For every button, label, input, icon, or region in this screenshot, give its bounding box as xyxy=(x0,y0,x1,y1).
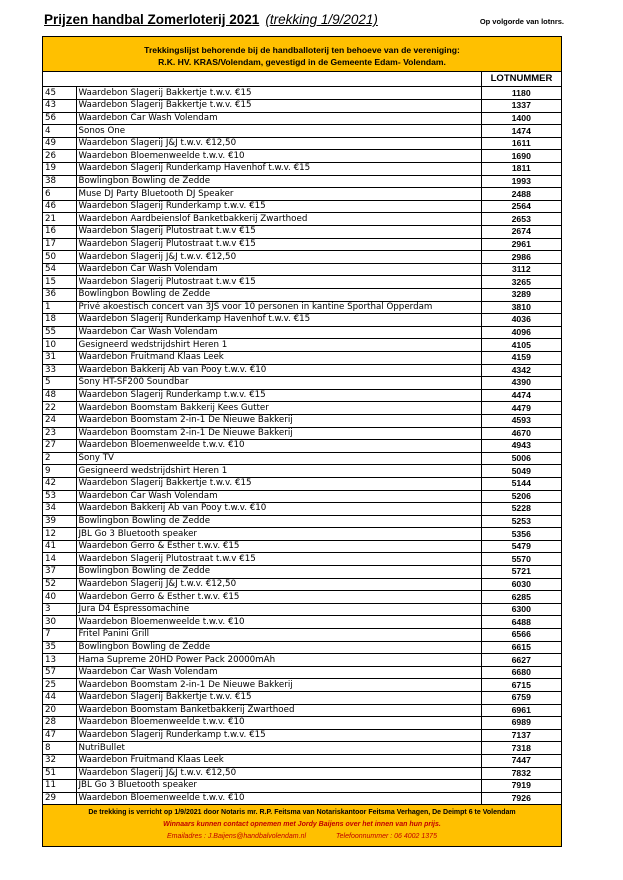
prize-description: Gesigneerd wedstrijdshirt Heren 1 xyxy=(76,465,481,478)
lot-number: 1400 xyxy=(481,112,561,125)
table-row xyxy=(43,477,561,490)
lot-number: 4943 xyxy=(481,440,561,453)
table-row xyxy=(43,326,561,339)
table-row xyxy=(43,163,561,176)
lot-number: 6030 xyxy=(481,578,561,591)
prize-description: Waardebon Aardbeienslof Banketbakkerij Zwarthoed xyxy=(76,213,481,226)
lot-number: 4096 xyxy=(481,326,561,339)
table-row xyxy=(43,213,561,226)
prize-description: Muse DJ Party Bluetooth DJ Speaker xyxy=(76,188,481,201)
prize-number: 24 xyxy=(43,414,76,427)
page-title xyxy=(44,12,378,27)
lot-number: 4036 xyxy=(481,314,561,327)
lot-number: 5049 xyxy=(481,465,561,478)
lot-number: 7919 xyxy=(481,780,561,793)
lot-number: 6566 xyxy=(481,629,561,642)
prize-description: Hama Supreme 20HD Power Pack 20000mAh xyxy=(76,654,481,667)
table-row xyxy=(43,767,561,780)
prize-description: Waardebon Bloemenweelde t.w.v. €10 xyxy=(76,717,481,730)
lot-number: 4593 xyxy=(481,414,561,427)
association-banner xyxy=(43,37,561,72)
table-row xyxy=(43,188,561,201)
prize-number: 41 xyxy=(43,540,76,553)
table-row xyxy=(43,314,561,327)
prize-description: JBL Go 3 Bluetooth speaker xyxy=(76,528,481,541)
lot-number: 1690 xyxy=(481,150,561,163)
prize-description: Waardebon Slagerij Plutostraat t.w.v €15 xyxy=(76,238,481,251)
lot-number: 5006 xyxy=(481,452,561,465)
table-row xyxy=(43,465,561,478)
prize-table xyxy=(43,87,561,805)
prize-number: 51 xyxy=(43,767,76,780)
prize-description: Waardebon Slagerij J&J t.w.v. €12,50 xyxy=(76,251,481,264)
prize-description: Waardebon Gerro & Esther t.w.v. €15 xyxy=(76,591,481,604)
prize-description: Waardebon Boomstam 2-in-1 De Nieuwe Bakkerij xyxy=(76,414,481,427)
table-row xyxy=(43,515,561,528)
lot-number: 4479 xyxy=(481,402,561,415)
column-header-spacer xyxy=(43,72,481,86)
prize-description: Waardebon Gerro & Esther t.w.v. €15 xyxy=(76,540,481,553)
lot-number: 5144 xyxy=(481,477,561,490)
prize-number: 10 xyxy=(43,339,76,352)
prize-description: Sonos One xyxy=(76,125,481,138)
table-row xyxy=(43,729,561,742)
prize-description: Waardebon Boomstam Bakkerij Kees Gutter xyxy=(76,402,481,415)
table-row xyxy=(43,339,561,352)
banner-line-1: Trekkingslijst behorende bij de handballoterij ten behoeve van de vereniging: xyxy=(144,45,460,55)
lot-number: 5479 xyxy=(481,540,561,553)
lot-number: 6300 xyxy=(481,603,561,616)
lot-number: 7318 xyxy=(481,742,561,755)
lot-number: 3289 xyxy=(481,289,561,302)
table-row xyxy=(43,792,561,805)
prize-description: Bowlingbon Bowling de Zedde xyxy=(76,289,481,302)
prize-description: Waardebon Slagerij J&J t.w.v. €12,50 xyxy=(76,578,481,591)
prize-number: 11 xyxy=(43,780,76,793)
prize-number: 47 xyxy=(43,729,76,742)
prize-description: Waardebon Slagerij J&J t.w.v. €12,50 xyxy=(76,767,481,780)
prize-number: 39 xyxy=(43,515,76,528)
prize-number: 4 xyxy=(43,125,76,138)
table-row xyxy=(43,289,561,302)
lot-number: 5228 xyxy=(481,503,561,516)
table-row xyxy=(43,200,561,213)
prize-number: 14 xyxy=(43,553,76,566)
lot-number: 3112 xyxy=(481,263,561,276)
prize-number: 40 xyxy=(43,591,76,604)
lot-number: 6961 xyxy=(481,704,561,717)
table-row xyxy=(43,175,561,188)
prize-number: 42 xyxy=(43,477,76,490)
table-row xyxy=(43,150,561,163)
prize-description: JBL Go 3 Bluetooth speaker xyxy=(76,780,481,793)
prize-number: 46 xyxy=(43,200,76,213)
prize-description: Waardebon Bloemenweelde t.w.v. €10 xyxy=(76,792,481,805)
lot-number: 4159 xyxy=(481,351,561,364)
table-row xyxy=(43,578,561,591)
prize-number: 5 xyxy=(43,377,76,390)
prize-number: 54 xyxy=(43,263,76,276)
prize-description: Gesigneerd wedstrijdshirt Heren 1 xyxy=(76,339,481,352)
contact-email: Emailadres : J.Baijens@handbalvolendam.nl xyxy=(167,833,307,841)
lot-number: 4390 xyxy=(481,377,561,390)
table-row xyxy=(43,452,561,465)
prize-number: 7 xyxy=(43,629,76,642)
prize-description: Bowlingbon Bowling de Zedde xyxy=(76,175,481,188)
prize-number: 34 xyxy=(43,503,76,516)
prize-description: Waardebon Slagerij Bakkertje t.w.v. €15 xyxy=(76,100,481,113)
table-row xyxy=(43,717,561,730)
table-row xyxy=(43,226,561,239)
lot-number: 6615 xyxy=(481,641,561,654)
title-text: Prijzen handbal Zomerloterij 2021 xyxy=(44,12,260,27)
lotnummer-header: LOTNUMMER xyxy=(481,72,561,86)
prize-number: 23 xyxy=(43,427,76,440)
prize-description: Waardebon Slagerij Runderkamp Havenhof t.w.v. €15 xyxy=(76,314,481,327)
prize-description: Waardebon Boomstam 2-in-1 De Nieuwe Bakkerij xyxy=(76,679,481,692)
lot-number: 2488 xyxy=(481,188,561,201)
prize-description: Waardebon Bloemenweelde t.w.v. €10 xyxy=(76,616,481,629)
lot-number: 3810 xyxy=(481,301,561,314)
table-row xyxy=(43,679,561,692)
prize-description: Waardebon Car Wash Volendam xyxy=(76,112,481,125)
order-note: Op volgorde van lotnrs. xyxy=(479,17,564,26)
prize-number: 3 xyxy=(43,603,76,616)
table-row xyxy=(43,540,561,553)
lot-number: 6285 xyxy=(481,591,561,604)
prize-description: Waardebon Slagerij Runderkamp Havenhof t.w.v. €15 xyxy=(76,163,481,176)
prize-description: Privé akoestisch concert van 3JS voor 10 personen in kantine Sporthal Opperdam xyxy=(76,301,481,314)
lot-number: 1811 xyxy=(481,163,561,176)
lot-number: 2986 xyxy=(481,251,561,264)
prize-description: Waardebon Slagerij J&J t.w.v. €12,50 xyxy=(76,137,481,150)
prize-number: 36 xyxy=(43,289,76,302)
table-row xyxy=(43,629,561,642)
lot-number: 7137 xyxy=(481,729,561,742)
table-row xyxy=(43,503,561,516)
lot-number: 6759 xyxy=(481,692,561,705)
lot-number: 3265 xyxy=(481,276,561,289)
prize-number: 15 xyxy=(43,276,76,289)
draw-date: (trekking 1/9/2021) xyxy=(265,12,378,27)
prize-number: 53 xyxy=(43,490,76,503)
prize-number: 45 xyxy=(43,87,76,100)
prize-description: Waardebon Car Wash Volendam xyxy=(76,666,481,679)
prize-number: 35 xyxy=(43,641,76,654)
lot-number: 5206 xyxy=(481,490,561,503)
prize-description: Waardebon Car Wash Volendam xyxy=(76,326,481,339)
prize-number: 33 xyxy=(43,364,76,377)
table-row xyxy=(43,263,561,276)
lot-number: 7447 xyxy=(481,754,561,767)
table-row xyxy=(43,440,561,453)
lot-number: 4105 xyxy=(481,339,561,352)
prize-description: Waardebon Boomstam Banketbakkerij Zwarthoed xyxy=(76,704,481,717)
lot-number: 7832 xyxy=(481,767,561,780)
prize-description: Waardebon Bakkerij Ab van Pooy t.w.v. €10 xyxy=(76,503,481,516)
table-row xyxy=(43,754,561,767)
lot-number: 1611 xyxy=(481,137,561,150)
lot-number: 5253 xyxy=(481,515,561,528)
table-row xyxy=(43,591,561,604)
prize-description: Bowlingbon Bowling de Zedde xyxy=(76,566,481,579)
table-row xyxy=(43,301,561,314)
prize-number: 44 xyxy=(43,692,76,705)
table-row xyxy=(43,566,561,579)
prize-description: Waardebon Slagerij Plutostraat t.w.v €15 xyxy=(76,276,481,289)
lot-number: 1993 xyxy=(481,175,561,188)
prize-description: Waardebon Boomstam 2-in-1 De Nieuwe Bakkerij xyxy=(76,427,481,440)
prize-number: 31 xyxy=(43,351,76,364)
table-row xyxy=(43,414,561,427)
lot-number: 6680 xyxy=(481,666,561,679)
prize-number: 22 xyxy=(43,402,76,415)
lot-number: 5721 xyxy=(481,566,561,579)
prize-number: 20 xyxy=(43,704,76,717)
lot-number: 4342 xyxy=(481,364,561,377)
lot-number: 6627 xyxy=(481,654,561,667)
lot-number: 7926 xyxy=(481,792,561,805)
prize-number: 27 xyxy=(43,440,76,453)
prize-number: 18 xyxy=(43,314,76,327)
prize-number: 38 xyxy=(43,175,76,188)
table-row xyxy=(43,402,561,415)
lot-number: 2674 xyxy=(481,226,561,239)
prize-number: 8 xyxy=(43,742,76,755)
prize-description: Waardebon Bloemenweelde t.w.v. €10 xyxy=(76,150,481,163)
prize-number: 13 xyxy=(43,654,76,667)
prize-number: 6 xyxy=(43,188,76,201)
table-row xyxy=(43,364,561,377)
prize-number: 56 xyxy=(43,112,76,125)
winners-note: Winnaars kunnen contact opnemen met Jordy Baijens over het innen van hun prijs. xyxy=(163,821,441,829)
prize-number: 43 xyxy=(43,100,76,113)
prize-description: Waardebon Car Wash Volendam xyxy=(76,490,481,503)
table-row xyxy=(43,112,561,125)
prize-number: 19 xyxy=(43,163,76,176)
prize-description: Sony TV xyxy=(76,452,481,465)
prize-number: 2 xyxy=(43,452,76,465)
lot-number: 6488 xyxy=(481,616,561,629)
prize-description: Waardebon Slagerij Runderkamp t.w.v. €15 xyxy=(76,200,481,213)
prize-description: Waardebon Slagerij Plutostraat t.w.v €15 xyxy=(76,226,481,239)
prize-description: Fritel Panini Grill xyxy=(76,629,481,642)
table-row xyxy=(43,603,561,616)
prize-number: 29 xyxy=(43,792,76,805)
prize-description: Waardebon Slagerij Runderkamp t.w.v. €15 xyxy=(76,729,481,742)
lot-number: 6989 xyxy=(481,717,561,730)
prize-description: Waardebon Bloemenweelde t.w.v. €10 xyxy=(76,440,481,453)
table-row xyxy=(43,780,561,793)
lot-number: 1180 xyxy=(481,87,561,100)
contact-phone: Telefoonnummer : 06 4002 1375 xyxy=(336,833,437,841)
prize-number: 32 xyxy=(43,754,76,767)
prize-number: 17 xyxy=(43,238,76,251)
table-row xyxy=(43,666,561,679)
table-row xyxy=(43,125,561,138)
table-row xyxy=(43,616,561,629)
table-row xyxy=(43,654,561,667)
prize-number: 9 xyxy=(43,465,76,478)
table-row xyxy=(43,238,561,251)
prize-description: Sony HT-SF200 Soundbar xyxy=(76,377,481,390)
notary-note: De trekking is verricht op 1/9/2021 door Notaris mr. R.P. Feitsma van Notariskantoor Feitsma Verhagen, De Deimpt 6 te Volendam xyxy=(88,809,516,817)
lot-number: 6715 xyxy=(481,679,561,692)
table-row xyxy=(43,377,561,390)
footer-notice xyxy=(43,805,561,846)
table-row xyxy=(43,100,561,113)
prize-number: 55 xyxy=(43,326,76,339)
table-row xyxy=(43,276,561,289)
column-header-row xyxy=(43,72,561,87)
prize-number: 1 xyxy=(43,301,76,314)
contact-line xyxy=(43,831,561,843)
prize-number: 25 xyxy=(43,679,76,692)
prize-description: Waardebon Fruitmand Klaas Leek xyxy=(76,754,481,767)
prize-number: 48 xyxy=(43,389,76,402)
table-row xyxy=(43,389,561,402)
prize-description: Jura D4 Espressomachine xyxy=(76,603,481,616)
lot-number: 4670 xyxy=(481,427,561,440)
lot-number: 1474 xyxy=(481,125,561,138)
prize-number: 37 xyxy=(43,566,76,579)
prize-description: Waardebon Slagerij Bakkertje t.w.v. €15 xyxy=(76,477,481,490)
prize-number: 16 xyxy=(43,226,76,239)
prize-description: NutriBullet xyxy=(76,742,481,755)
table-row xyxy=(43,87,561,100)
lot-number: 2564 xyxy=(481,200,561,213)
prize-number: 28 xyxy=(43,717,76,730)
table-row xyxy=(43,251,561,264)
prize-number: 26 xyxy=(43,150,76,163)
lot-number: 4474 xyxy=(481,389,561,402)
banner-line-2: R.K. HV. KRAS/Volendam, gevestigd in de Gemeente Edam- Volendam. xyxy=(158,57,446,67)
lot-number: 1337 xyxy=(481,100,561,113)
table-row xyxy=(43,704,561,717)
prize-description: Waardebon Bakkerij Ab van Pooy t.w.v. €10 xyxy=(76,364,481,377)
lot-number: 5356 xyxy=(481,528,561,541)
prize-list-sheet xyxy=(42,36,562,847)
prize-description: Waardebon Fruitmand Klaas Leek xyxy=(76,351,481,364)
prize-number: 12 xyxy=(43,528,76,541)
prize-number: 49 xyxy=(43,137,76,150)
table-row xyxy=(43,742,561,755)
prize-number: 57 xyxy=(43,666,76,679)
prize-number: 21 xyxy=(43,213,76,226)
table-row xyxy=(43,351,561,364)
prize-number: 50 xyxy=(43,251,76,264)
prize-description: Waardebon Slagerij Bakkertje t.w.v. €15 xyxy=(76,87,481,100)
prize-description: Waardebon Slagerij Bakkertje t.w.v. €15 xyxy=(76,692,481,705)
lot-number: 2653 xyxy=(481,213,561,226)
table-row xyxy=(43,490,561,503)
prize-description: Waardebon Slagerij Runderkamp t.w.v. €15 xyxy=(76,389,481,402)
table-row xyxy=(43,641,561,654)
prize-description: Waardebon Car Wash Volendam xyxy=(76,263,481,276)
table-row xyxy=(43,427,561,440)
table-row xyxy=(43,692,561,705)
prize-number: 30 xyxy=(43,616,76,629)
table-row xyxy=(43,528,561,541)
prize-description: Bowlingbon Bowling de Zedde xyxy=(76,515,481,528)
prize-description: Waardebon Slagerij Plutostraat t.w.v €15 xyxy=(76,553,481,566)
lot-number: 2961 xyxy=(481,238,561,251)
lot-number: 5570 xyxy=(481,553,561,566)
table-row xyxy=(43,553,561,566)
table-row xyxy=(43,137,561,150)
prize-description: Bowlingbon Bowling de Zedde xyxy=(76,641,481,654)
prize-number: 52 xyxy=(43,578,76,591)
